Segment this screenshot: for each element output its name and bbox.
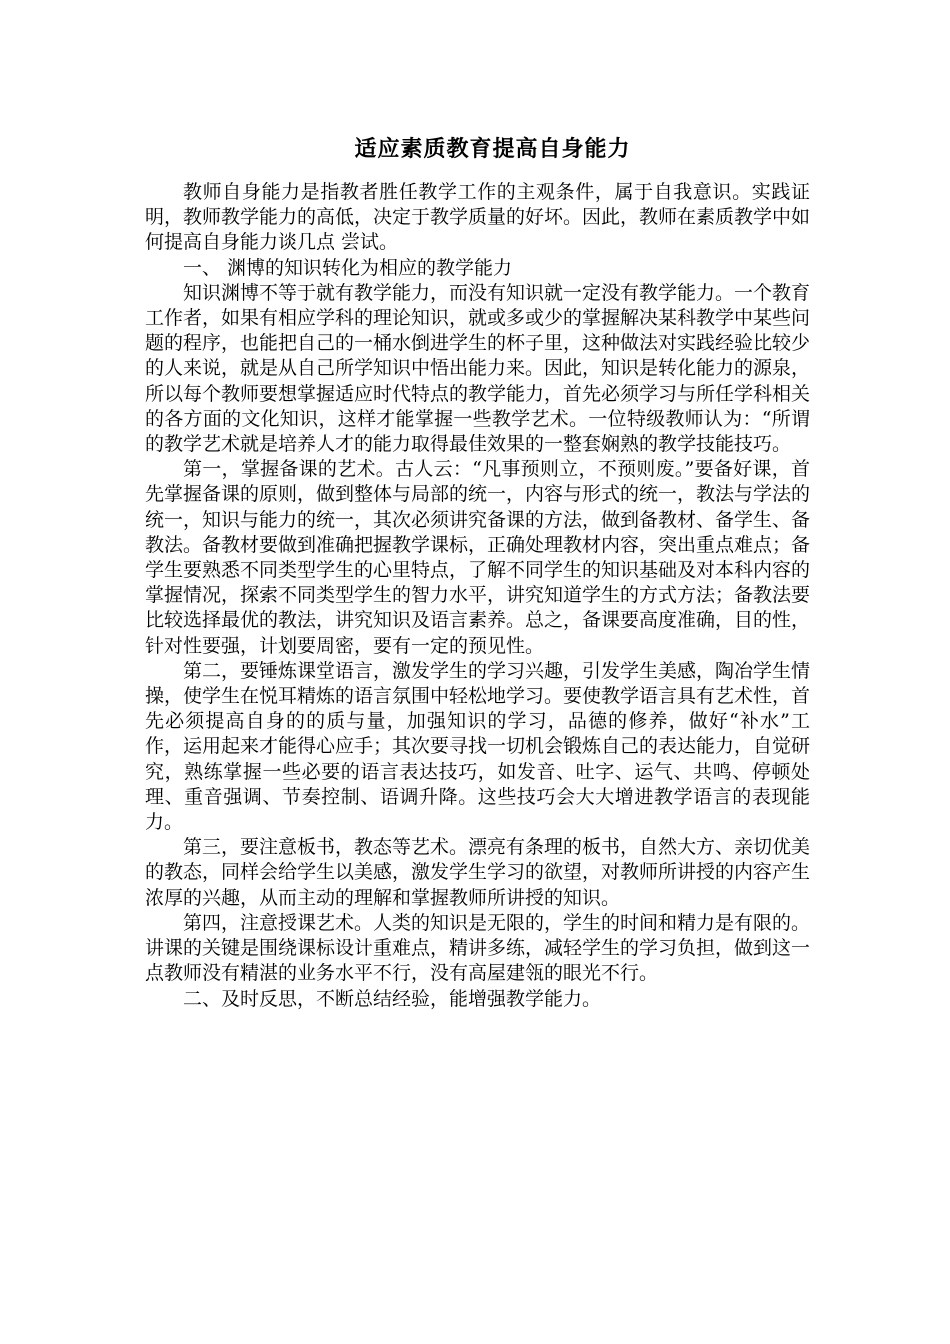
paragraph-classroom-language: 第二，要锤炼课堂语言，激发学生的学习兴趣，引发学生美感，陶冶学生情操，使学生在悦耳精炼的语言氛围中轻松地学习。要使教学语言具有艺术性，首先必须提高自身的的质与量，加强知识的学习，品德的修养，做好“补水”工作，运用起来才能得心应手；其次要寻找一切机会锻炼自己的表达能力，自觉研究，熟练掌握一些必要的语言表达技巧，如发音、吐字、运气、共鸣、停顿处理、重音强调、节奏控制、语调升降。这些技巧会大大增进教学语言的表现能力。 <box>145 659 811 834</box>
paragraph-knowledge: 知识渊博不等于就有教学能力，而没有知识就一定没有教学能力。一个教育工作者，如果有相应学科的理论知识，就或多或少的掌握解决某科教学中某些问题的程序，也能把自己的一桶水倒进学生的杯子里，这种做法对实践经验比较少的人来说，就是从自己所学知识中悟出能力来。因此，知识是转化能力的源泉，所以每个教师要想掌握适应时代特点的教学能力，首先必须学习与所任学科相关的各方面的文化知识，这样才能掌握一些教学艺术。一位特级教师认为：“所谓的教学艺术就是培养人才的能力取得最佳效果的一整套娴熟的教学技能技巧。 <box>145 281 811 456</box>
document-page <box>145 130 810 1012</box>
document-title: 适应素质教育提高自身能力 <box>354 137 631 162</box>
section-heading-2: 二、及时反思，不断总结经验，能增强教学能力。 <box>183 987 602 1010</box>
paragraph-lesson-prep: 第一，掌握备课的艺术。古人云：“凡事预则立，不预则废。”要备好课，首先掌握备课的原则，做到整体与局部的统一，内容与形式的统一，教法与学法的统一，知识与能力的统一，其次必须讲究备课的方法，做到备教材、备学生、备教法。备教材要做到准确把握教学课标，正确处理教材内容，突出重点难点；备学生要熟悉不同类型学生的心里特点，了解不同学生的知识基础及对本科内容的掌握情况，探索不同类型学生的智力水平，讲究知道学生的方式方法；备教法要比较选择最优的教法，讲究知识及语言素养。总之，备课要高度准确，目的性，针对性要强，计划要周密，要有一定的预见性。 <box>145 458 811 657</box>
section-heading-1: 一、 渊博的知识转化为相应的教学能力 <box>183 256 513 279</box>
paragraph-blackboard: 第三，要注意板书，教态等艺术。漂亮有条理的板书，自然大方、亲切优美的教态，同样会给学生以美感，激发学生学习的欲望，对教师所讲授的内容产生浓厚的兴趣，从而主动的理解和掌握教师所讲授的知识。 <box>145 836 811 909</box>
paragraph-teaching-art: 第四，注意授课艺术。人类的知识是无限的，学生的时间和精力是有限的。讲课的关键是围绕课标设计重难点，精讲多练，减轻学生的学习负担，做到这一点教师没有精湛的业务水平不行，没有高屋建瓴的眼光不行。 <box>145 911 811 985</box>
intro-paragraph: 教师自身能力是指教者胜任教学工作的主观条件，属于自我意识。实践证明，教师教学能力的高低，决定于教学质量的好坏。因此，教师在素质教学中如何提高自身能力谈几点 尝试。 <box>145 181 811 254</box>
